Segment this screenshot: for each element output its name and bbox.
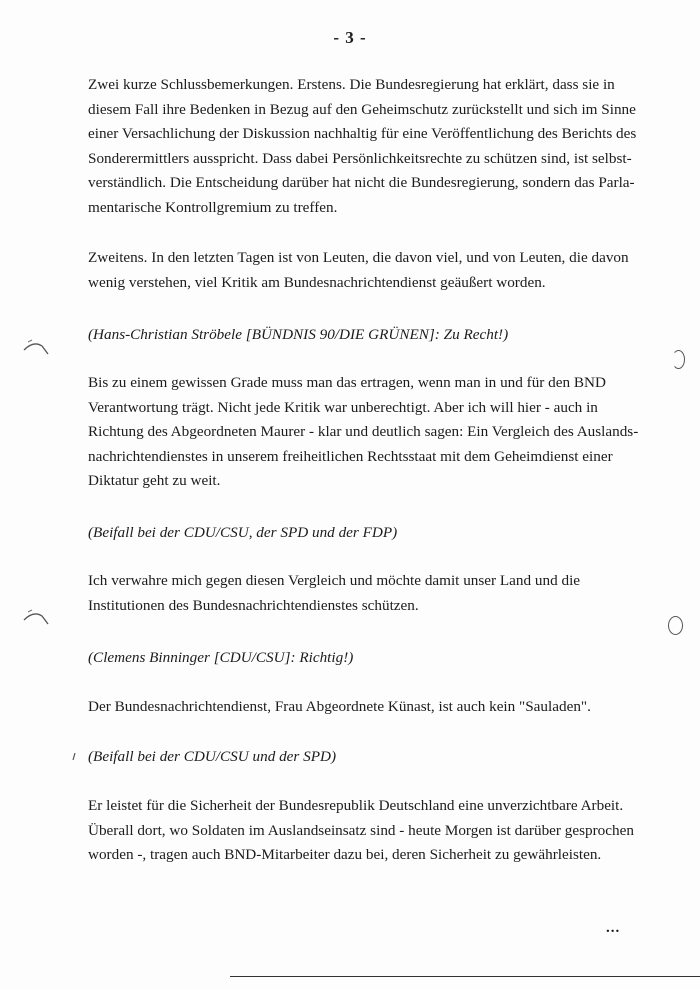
text-line: Verantwortung trägt. Nicht jede Kritik war unberechtigt. Aber ich will hier - auch in xyxy=(88,398,598,416)
text-line: verständlich. Die Entscheidung darüber hat nicht die Bundesregierung, sondern das Parla- xyxy=(88,174,635,191)
text-line: Zweitens. In den letzten Tagen ist von Leuten, die davon viel, und von Leuten, die davon xyxy=(88,249,629,266)
text-line: Zwei kurze Schlussbemerkungen. Erstens. Die Bundesregierung hat erklärt, dass sie in xyxy=(88,76,615,93)
interjection xyxy=(88,323,508,348)
footer-rule xyxy=(230,976,700,977)
margin-tick-icon xyxy=(70,752,78,762)
interjection xyxy=(88,521,397,546)
punch-hole-mark xyxy=(672,350,685,369)
text-line: Bis zu einem gewissen Grade muss man das ertragen, wenn man in und für den BND xyxy=(88,374,606,391)
paragraph xyxy=(88,371,638,494)
paragraph xyxy=(88,246,629,295)
paragraph xyxy=(88,569,580,618)
text-line: Der Bundesnachrichtendienst, Frau Abgeordnete Künast, ist auch kein "Sauladen". xyxy=(88,698,591,715)
interjection xyxy=(88,646,353,671)
text-line: mentarische Kontrollgremium zu treffen. xyxy=(88,198,338,216)
interjection-line: (Beifall bei der CDU/CSU und der SPD) xyxy=(88,748,337,765)
text-line: Er leistet für die Sicherheit der Bundesrepublik Deutschland eine unverzichtbare Arbeit. xyxy=(88,797,624,814)
text-line: nachrichtendienstes in unserem freiheitlichen Rechtsstaat mit dem Geheimdienst einer xyxy=(88,447,613,465)
paragraph xyxy=(88,794,634,868)
interjection-line: (Beifall bei der CDU/CSU, der SPD und der FDP) xyxy=(88,524,398,541)
text-line: Ich verwahre mich gegen diesen Vergleich und möchte damit unser Land und die xyxy=(88,572,581,589)
punch-hole-mark xyxy=(668,616,683,635)
text-line: wenig verstehen, viel Kritik am Bundesnachrichtendienst geäußert worden. xyxy=(88,273,546,291)
text-line: einer Versachlichung der Diskussion nachhaltig für eine Veröffentlichung des Berichts des xyxy=(88,125,637,142)
text-line: Überall dort, wo Soldaten im Auslandseinsatz sind - heute Morgen ist darüber gesprochen xyxy=(88,821,634,839)
continuation-mark: ... xyxy=(606,920,621,936)
margin-scribble-icon xyxy=(22,336,50,358)
text-line: Institutionen des Bundesnachrichtendienstes schützen. xyxy=(88,596,419,614)
interjection xyxy=(88,745,336,770)
interjection-line: (Clemens Binninger [CDU/CSU]: Richtig!) xyxy=(88,649,354,666)
text-line: Richtung des Abgeordneten Maurer - klar und deutlich sagen: Ein Vergleich des Auslands- xyxy=(88,423,639,440)
margin-scribble-icon xyxy=(22,606,50,628)
text-line: Diktatur geht zu weit. xyxy=(88,472,221,489)
interjection-line: (Hans-Christian Ströbele [BÜNDNIS 90/DIE GRÜNEN]: Zu Recht!) xyxy=(88,326,509,343)
paragraph xyxy=(88,73,636,220)
page-number: - 3 - xyxy=(333,28,367,47)
paragraph xyxy=(88,695,591,720)
text-line: diesem Fall ihre Bedenken in Bezug auf den Geheimschutz zurückstellt und sich im Sinne xyxy=(88,100,636,118)
text-line: Sonderermittlers ausspricht. Dass dabei Persönlichkeitsrechte zu schützen sind, ist selbst- xyxy=(88,149,632,167)
text-line: worden -, tragen auch BND-Mitarbeiter dazu bei, deren Sicherheit zu gewährleisten. xyxy=(88,846,602,863)
